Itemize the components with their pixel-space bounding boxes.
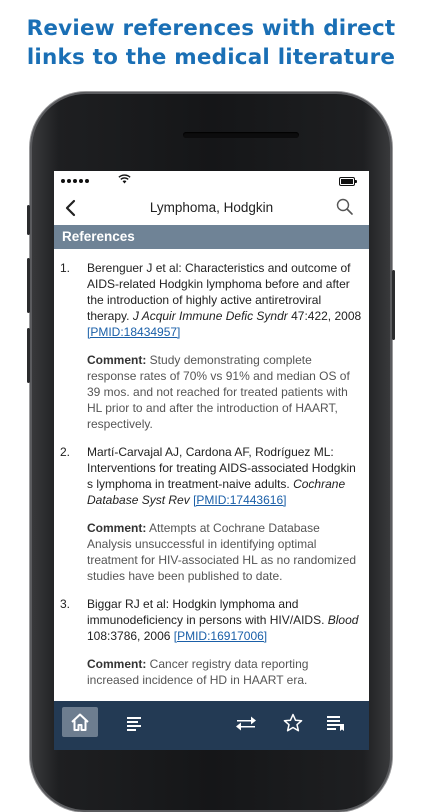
reference-journal: J Acquir Immune Defic Syndr (132, 309, 288, 323)
battery-fill (341, 179, 353, 184)
volume-down-button (27, 328, 30, 383)
battery-icon (339, 177, 355, 186)
reference-title: Biggar RJ et al: Hodgkin lymphoma and immunodeficiency in persons with HIV/AIDS. (87, 597, 328, 627)
reference-volume: 47:422, 2008 (287, 309, 362, 323)
home-icon (69, 711, 91, 733)
outline-list-icon[interactable] (123, 712, 145, 734)
bottom-tab-bar (54, 701, 369, 750)
references-list-container[interactable] (54, 249, 369, 701)
reference-citation (87, 260, 363, 340)
comment-label: Comment: (87, 657, 147, 671)
references-list (54, 260, 369, 744)
reference-item (54, 596, 369, 688)
volume-up-button (27, 258, 30, 313)
search-icon[interactable] (335, 197, 355, 217)
swap-arrows-icon[interactable] (234, 712, 258, 734)
reference-number: 2. (60, 445, 71, 459)
reference-title: Berenguer J et al: Characteristics and outcome of AIDS-related Hodgkin lymphoma before and after the introduction of highly active antiretroviral therapy. (87, 261, 351, 323)
reference-journal: Blood (327, 613, 359, 627)
pmid-link[interactable]: [PMID:16917006] (173, 629, 268, 643)
power-button (392, 270, 395, 340)
comment-text: Attempts at Cochrane Database Analysis unsuccessful in identifying optimal treatment for HIV-associated HL as no randomized studies have been published to date. (87, 521, 357, 583)
phone-screen (54, 171, 369, 750)
reference-number: 1. (60, 261, 71, 275)
status-bar (54, 171, 369, 191)
promo-line-2: links to the medical literature (26, 45, 396, 70)
navigation-bar (54, 191, 369, 226)
reference-number: 3. (60, 597, 71, 611)
promo-line-1: Review references with direct (26, 16, 396, 41)
star-icon[interactable] (282, 712, 304, 734)
reference-comment (87, 520, 363, 584)
comment-text: Study demonstrating complete response rates of 70% vs 91% and median OS of 39 mos. and not reached for treated patients with HL prior to and after the introduction of HAART, respectively. (87, 353, 350, 431)
signal-dots-icon (61, 179, 89, 183)
page-title: Lymphoma, Hodgkin (149, 200, 274, 215)
comment-label: Comment: (87, 353, 147, 367)
reference-citation (87, 444, 363, 508)
reference-title: Martí-Carvajal AJ, Cardona AF, Rodríguez ML: Interventions for treating AIDS-associated Hodgkin s lymphoma in treatment-naive adults. (87, 445, 356, 491)
back-chevron-icon[interactable] (60, 197, 82, 219)
comment-label: Comment: (87, 521, 147, 535)
wifi-icon (118, 174, 131, 184)
references-list-icon[interactable] (324, 712, 346, 734)
reference-citation (87, 596, 363, 644)
reference-comment (87, 352, 363, 432)
reference-item (54, 444, 369, 584)
section-header-references: References (54, 225, 369, 249)
reference-volume: 108:3786, 2006 (87, 629, 174, 643)
reference-comment (87, 656, 363, 688)
reference-journal: Cochrane Database Syst Rev (87, 477, 346, 507)
pmid-link[interactable]: [PMID:18434957] (87, 325, 181, 339)
promo-headline (0, 14, 422, 72)
pmid-link[interactable]: [PMID:17443616] (193, 493, 287, 507)
reference-item (54, 260, 369, 432)
mute-switch (27, 205, 30, 235)
tab-home[interactable] (62, 707, 98, 737)
comment-text: Cancer registry data reporting increased incidence of HD in HAART era. (87, 657, 309, 687)
earpiece-speaker (183, 132, 299, 138)
